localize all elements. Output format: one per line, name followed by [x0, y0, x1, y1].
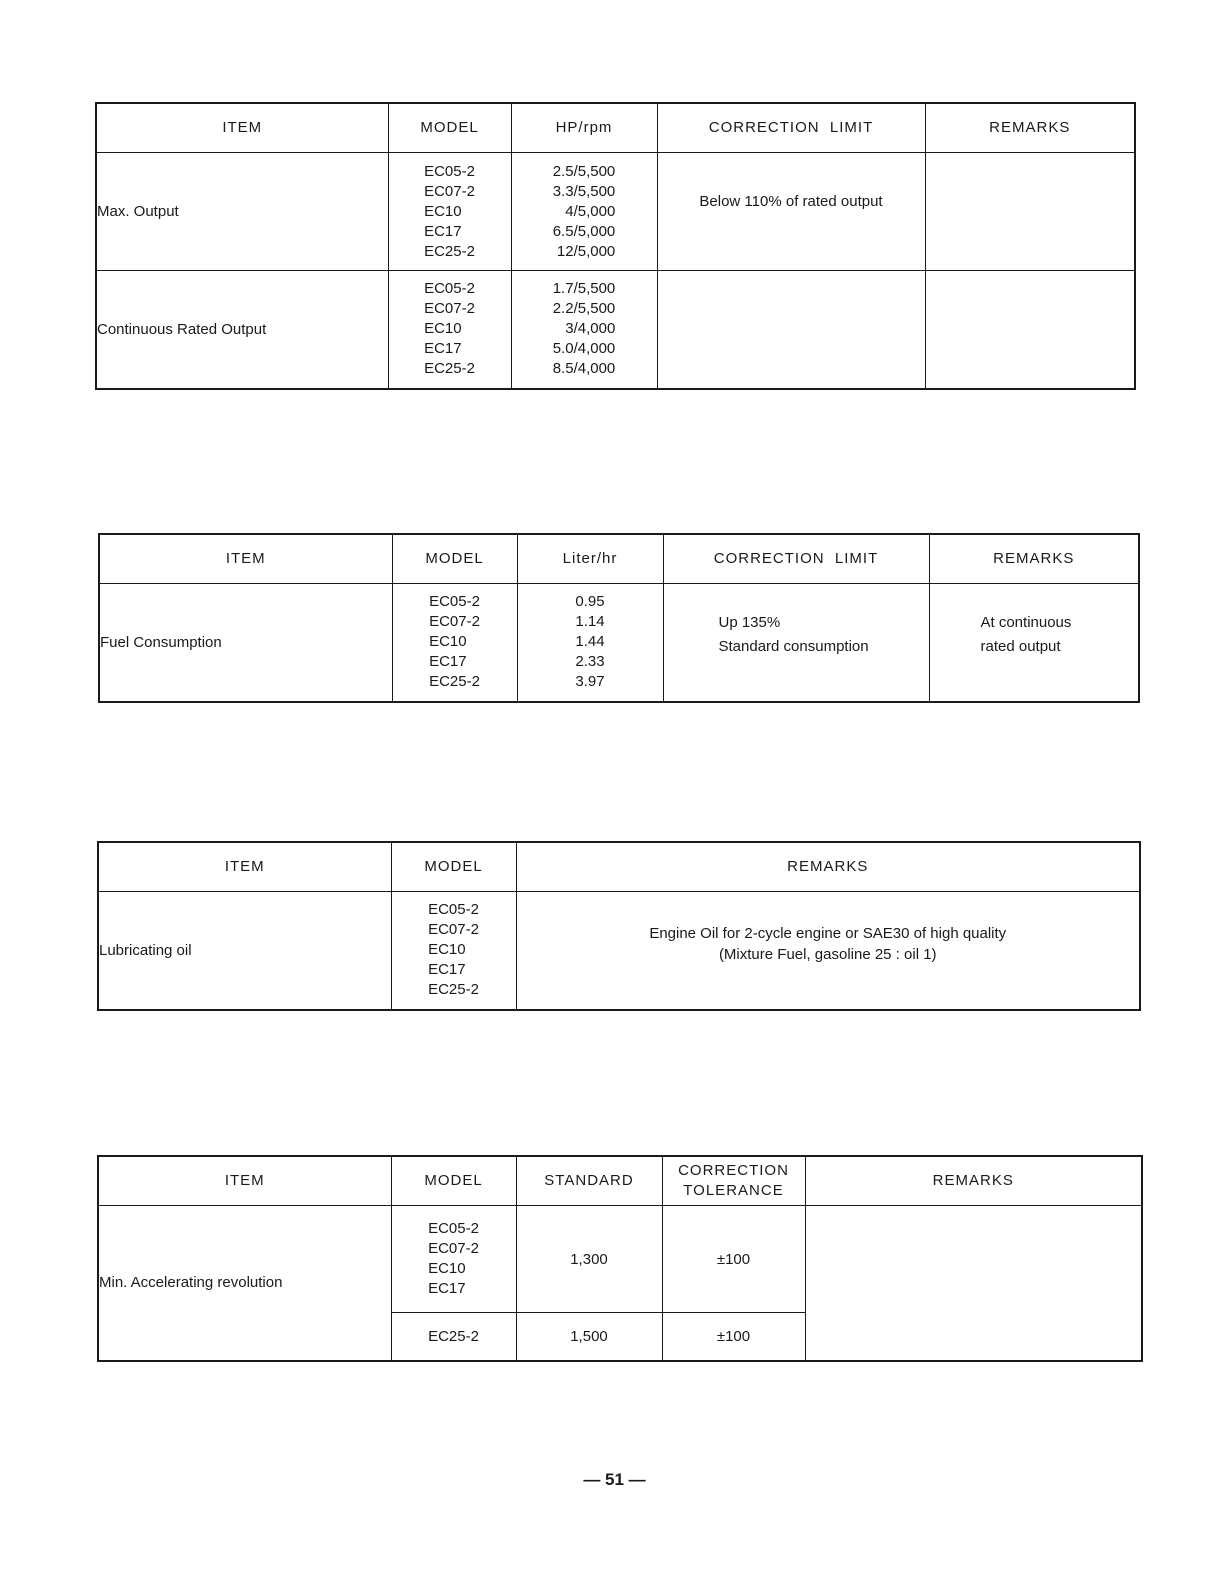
model: EC17: [428, 1280, 466, 1297]
min-accelerating-revolution-table: [97, 1155, 1143, 1362]
model: EC07-2: [424, 182, 475, 200]
model: EC07-2: [428, 921, 479, 939]
remarks-line: (Mixture Fuel, gasoline 25 : oil 1): [718, 946, 937, 964]
model: EC17: [424, 222, 462, 240]
correction-limit-cell: Below 110% of rated output: [657, 153, 925, 271]
model: EC05-2: [428, 1220, 479, 1237]
remarks-line: rated output: [980, 638, 1061, 656]
hp-rpm-value: 3.3/5,500: [552, 182, 616, 200]
table-row: [98, 892, 1140, 1010]
standard-cell: 1,500: [516, 1313, 662, 1361]
liter-hr-value: 1.14: [575, 613, 605, 631]
hp-rpm-value: 4/5,000: [565, 202, 616, 220]
header-item: ITEM: [99, 534, 392, 584]
header-model: MODEL: [388, 103, 511, 153]
model-list: [388, 153, 511, 271]
liter-hr-value: 1.44: [575, 633, 605, 651]
liter-hr-list: [517, 584, 663, 702]
model: EC17: [428, 961, 466, 979]
model: EC25-2: [428, 981, 479, 999]
model: EC25-2: [429, 673, 480, 691]
hp-rpm-value: 12/5,000: [556, 242, 616, 260]
tolerance-cell: ±100: [662, 1313, 805, 1361]
item-cell: Lubricating oil: [98, 892, 391, 1010]
header-correction-limit: CORRECTION LIMIT: [657, 103, 925, 153]
hp-rpm-value: 2.2/5,500: [552, 300, 616, 318]
model: EC05-2: [429, 593, 480, 611]
hp-rpm-value: 5.0/4,000: [552, 340, 616, 358]
correction-limit-cell: [663, 584, 929, 702]
remarks-cell: [925, 153, 1135, 271]
hp-rpm-list: [511, 153, 657, 271]
remarks-cell: [925, 271, 1135, 389]
fuel-consumption-table: [98, 533, 1140, 703]
table-row: [99, 584, 1139, 702]
model: EC05-2: [424, 280, 475, 298]
header-remarks: REMARKS: [929, 534, 1139, 584]
model: EC10: [424, 320, 462, 338]
lubricating-oil-table: [97, 841, 1141, 1011]
model: EC10: [429, 633, 467, 651]
remarks-line: Engine Oil for 2-cycle engine or SAE30 of high quality: [649, 925, 1007, 943]
table-row: [98, 1206, 1142, 1313]
hp-rpm-value: 1.7/5,500: [552, 280, 616, 298]
header-model: MODEL: [391, 1156, 516, 1206]
item-cell: Min. Accelerating revolution: [98, 1206, 391, 1361]
header-correction-tolerance: [662, 1156, 805, 1206]
model-list: [391, 892, 516, 1010]
hp-rpm-value: 3/4,000: [565, 320, 616, 338]
header-correction-limit: CORRECTION LIMIT: [663, 534, 929, 584]
liter-hr-value: 0.95: [575, 593, 605, 611]
hp-rpm-value: 8.5/4,000: [552, 360, 616, 378]
remarks-cell: [516, 892, 1140, 1010]
model: EC25-2: [424, 242, 475, 260]
max-output-table: [95, 102, 1136, 390]
header-liter-hr: Liter/hr: [517, 534, 663, 584]
remarks-line: At continuous: [980, 614, 1072, 632]
model: EC05-2: [428, 901, 479, 919]
hp-rpm-value: 2.5/5,500: [552, 162, 616, 180]
model: EC17: [429, 653, 467, 671]
header-item: ITEM: [98, 1156, 391, 1206]
liter-hr-value: 3.97: [575, 673, 605, 691]
model: EC05-2: [424, 162, 475, 180]
page-number: — 51 —: [583, 1470, 646, 1489]
header-model: MODEL: [391, 842, 516, 892]
liter-hr-value: 2.33: [575, 653, 605, 671]
header-tolerance-line: TOLERANCE: [683, 1182, 784, 1199]
item-cell: Max. Output: [96, 153, 388, 271]
model: EC07-2: [429, 613, 480, 631]
model: EC10: [428, 1260, 466, 1277]
table-row: [96, 153, 1135, 271]
header-remarks: REMARKS: [805, 1156, 1142, 1206]
header-model: MODEL: [392, 534, 517, 584]
item-cell: Fuel Consumption: [99, 584, 392, 702]
header-standard: STANDARD: [516, 1156, 662, 1206]
standard-cell: 1,300: [516, 1206, 662, 1313]
model-list: [392, 584, 517, 702]
header-hp-rpm: HP/rpm: [511, 103, 657, 153]
tolerance-cell: ±100: [662, 1206, 805, 1313]
model: EC10: [424, 202, 462, 220]
correction-limit-cell: [657, 271, 925, 389]
header-correction-line: CORRECTION: [678, 1162, 789, 1179]
model-cell: EC25-2: [391, 1313, 516, 1361]
remarks-cell: [929, 584, 1139, 702]
item-cell: Continuous Rated Output: [96, 271, 388, 389]
remarks-cell: [805, 1206, 1142, 1361]
hp-rpm-list: [511, 271, 657, 389]
header-item: ITEM: [98, 842, 391, 892]
correction-limit-line: Up 135%: [718, 614, 781, 632]
header-remarks: REMARKS: [516, 842, 1140, 892]
model: EC17: [424, 340, 462, 358]
hp-rpm-value: 6.5/5,000: [552, 222, 616, 240]
model: EC07-2: [428, 1240, 479, 1257]
correction-limit-line: Standard consumption: [718, 638, 869, 656]
model: EC25-2: [424, 360, 475, 378]
model: EC10: [428, 941, 466, 959]
header-item: ITEM: [96, 103, 388, 153]
table-row: [96, 271, 1135, 389]
model: EC07-2: [424, 300, 475, 318]
model-list: [388, 271, 511, 389]
model-list: [391, 1206, 516, 1313]
header-remarks: REMARKS: [925, 103, 1135, 153]
